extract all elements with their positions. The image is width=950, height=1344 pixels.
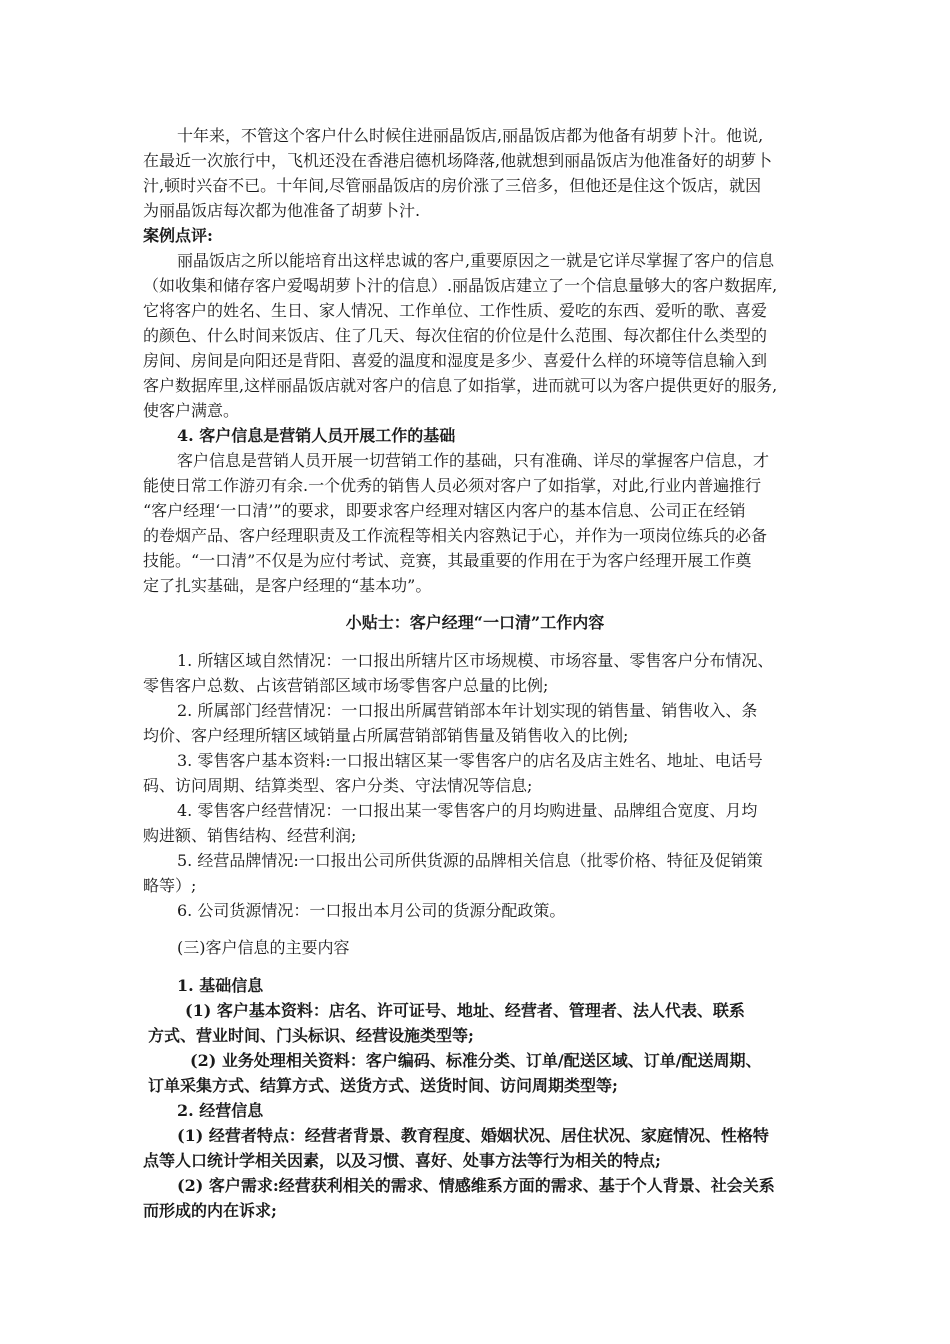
basic-item-1-line-1: (1) 客户基本资料：店名、许可证号、地址、经营者、管理者、法人代表、联系	[185, 1001, 745, 1020]
paragraph-2-line-6: 客户数据库里,这样丽晶饭店就对客户的信息了如指掌，进而就可以为客户提供更好的服务,	[143, 376, 778, 395]
paragraph-3-line-4: 的卷烟产品、客户经理职责及工作流程等相关内容熟记于心，并作为一项岗位练兵的必备	[143, 526, 768, 545]
paragraph-1-line-2: 在最近一次旅行中，飞机还没在香港启德机场降落,他就想到丽晶饭店为他准备好的胡萝卜	[143, 151, 773, 170]
paragraph-2-line-4: 的颜色、什么时间来饭店、住了几天、每次住宿的价位是什么范围、每次都住什么类型的	[143, 326, 768, 345]
paragraph-3-line-1: 客户信息是营销人员开展一切营销工作的基础，只有准确、详尽的掌握客户信息，才	[177, 451, 770, 470]
basic-info-heading: 1. 基础信息	[177, 976, 264, 995]
tip-item-1-line-1: 1. 所辖区域自然情况：一口报出所辖片区市场规模、市场容量、零售客户分布情况、	[177, 651, 774, 670]
tip-item-4-line-2: 购进额、销售结构、经营利润;	[143, 826, 357, 845]
section-3-heading: (三)客户信息的主要内容	[177, 938, 350, 957]
business-item-2-line-1: (2) 客户需求:经营获利相关的需求、情感维系方面的需求、基于个人背景、社会关系	[177, 1176, 775, 1195]
basic-item-2-line-2: 订单采集方式、结算方式、送货方式、送货时间、访问周期类型等;	[148, 1076, 618, 1095]
paragraph-2-line-7: 使客户满意。	[143, 401, 240, 420]
business-item-2-line-2: 而形成的内在诉求;	[143, 1201, 277, 1220]
paragraph-2-line-2: （如收集和储存客户爱喝胡萝卜汁的信息）.丽晶饭店建立了一个信息量够大的客户数据库,	[143, 276, 778, 295]
paragraph-3-line-5: 技能。“一口清”不仅是为应付考试、竞赛，其最重要的作用在于为客户经理开展工作奠	[143, 551, 752, 570]
paragraph-1-line-1: 十年来，不管这个客户什么时候住进丽晶饭店,丽晶饭店都为他备有胡萝卜汁。他说,	[177, 126, 764, 145]
tip-item-6: 6. 公司货源情况：一口报出本月公司的货源分配政策。	[177, 901, 566, 920]
tip-item-2-line-2: 均价、客户经理所辖区域销量占所属营销部销售量及销售收入的比例;	[143, 726, 629, 745]
paragraph-3-line-2: 能使日常工作游刃有余.一个优秀的销售人员必须对客户了如指掌，对此,行业内普遍推行	[143, 476, 762, 495]
review-heading: 案例点评:	[143, 226, 213, 245]
business-item-1-line-2: 点等人口统计学相关因素，以及习惯、喜好、处事方法等行为相关的特点;	[143, 1151, 661, 1170]
basic-item-1-line-2: 方式、营业时间、门头标识、经营设施类型等;	[148, 1026, 474, 1045]
paragraph-1-line-4: 为丽晶饭店每次都为他准备了胡萝卜汁.	[143, 201, 421, 220]
tip-item-3-line-2: 码、访问周期、结算类型、客户分类、守法情况等信息;	[143, 776, 533, 795]
tip-item-1-line-2: 零售客户总数、占该营销部区域市场零售客户总量的比例;	[143, 676, 549, 695]
section-4-heading: 4. 客户信息是营销人员开展工作的基础	[177, 426, 456, 445]
tip-item-3-line-1: 3. 零售客户基本资料:一口报出辖区某一零售客户的店名及店主姓名、地址、电话号	[177, 751, 763, 770]
paragraph-2-line-5: 房间、房间是向阳还是背阳、喜爱的温度和湿度是多少、喜爱什么样的环境等信息输入到	[143, 351, 768, 370]
paragraph-2-line-1: 丽晶饭店之所以能培育出这样忠诚的客户,重要原因之一就是它详尽掌握了客户的信息	[177, 251, 775, 270]
business-item-1-line-1: (1) 经营者特点：经营者背景、教育程度、婚姻状况、居住状况、家庭情况、性格特	[177, 1126, 769, 1145]
tip-item-2-line-1: 2. 所属部门经营情况：一口报出所属营销部本年计划实现的销售量、销售收入、条	[177, 701, 758, 720]
tip-title: 小贴士：客户经理“一口清”工作内容	[345, 613, 605, 632]
tip-item-5-line-1: 5. 经营品牌情况:一口报出公司所供货源的品牌相关信息（批零价格、特征及促销策	[177, 851, 763, 870]
basic-item-2-line-1: (2) 业务处理相关资料：客户编码、标准分类、订单/配送区域、订单/配送周期、	[190, 1051, 762, 1070]
paragraph-3-line-6: 定了扎实基础，是客户经理的“基本功”。	[143, 576, 432, 595]
paragraph-2-line-3: 它将客户的姓名、生日、家人情况、工作单位、工作性质、爱吃的东西、爱听的歌、喜爱	[143, 301, 768, 320]
tip-item-4-line-1: 4. 零售客户经营情况：一口报出某一零售客户的月均购进量、品牌组合宽度、月均	[177, 801, 758, 820]
paragraph-3-line-3: “客户经理‘一口清’”的要求，即要求客户经理对辖区内客户的基本信息、公司正在经销	[143, 501, 746, 520]
business-info-heading: 2. 经营信息	[177, 1101, 264, 1120]
tip-item-5-line-2: 略等）;	[143, 876, 197, 895]
paragraph-1-line-3: 汁,顿时兴奋不已。十年间,尽管丽晶饭店的房价涨了三倍多，但他还是住这个饭店，就因	[143, 176, 762, 195]
